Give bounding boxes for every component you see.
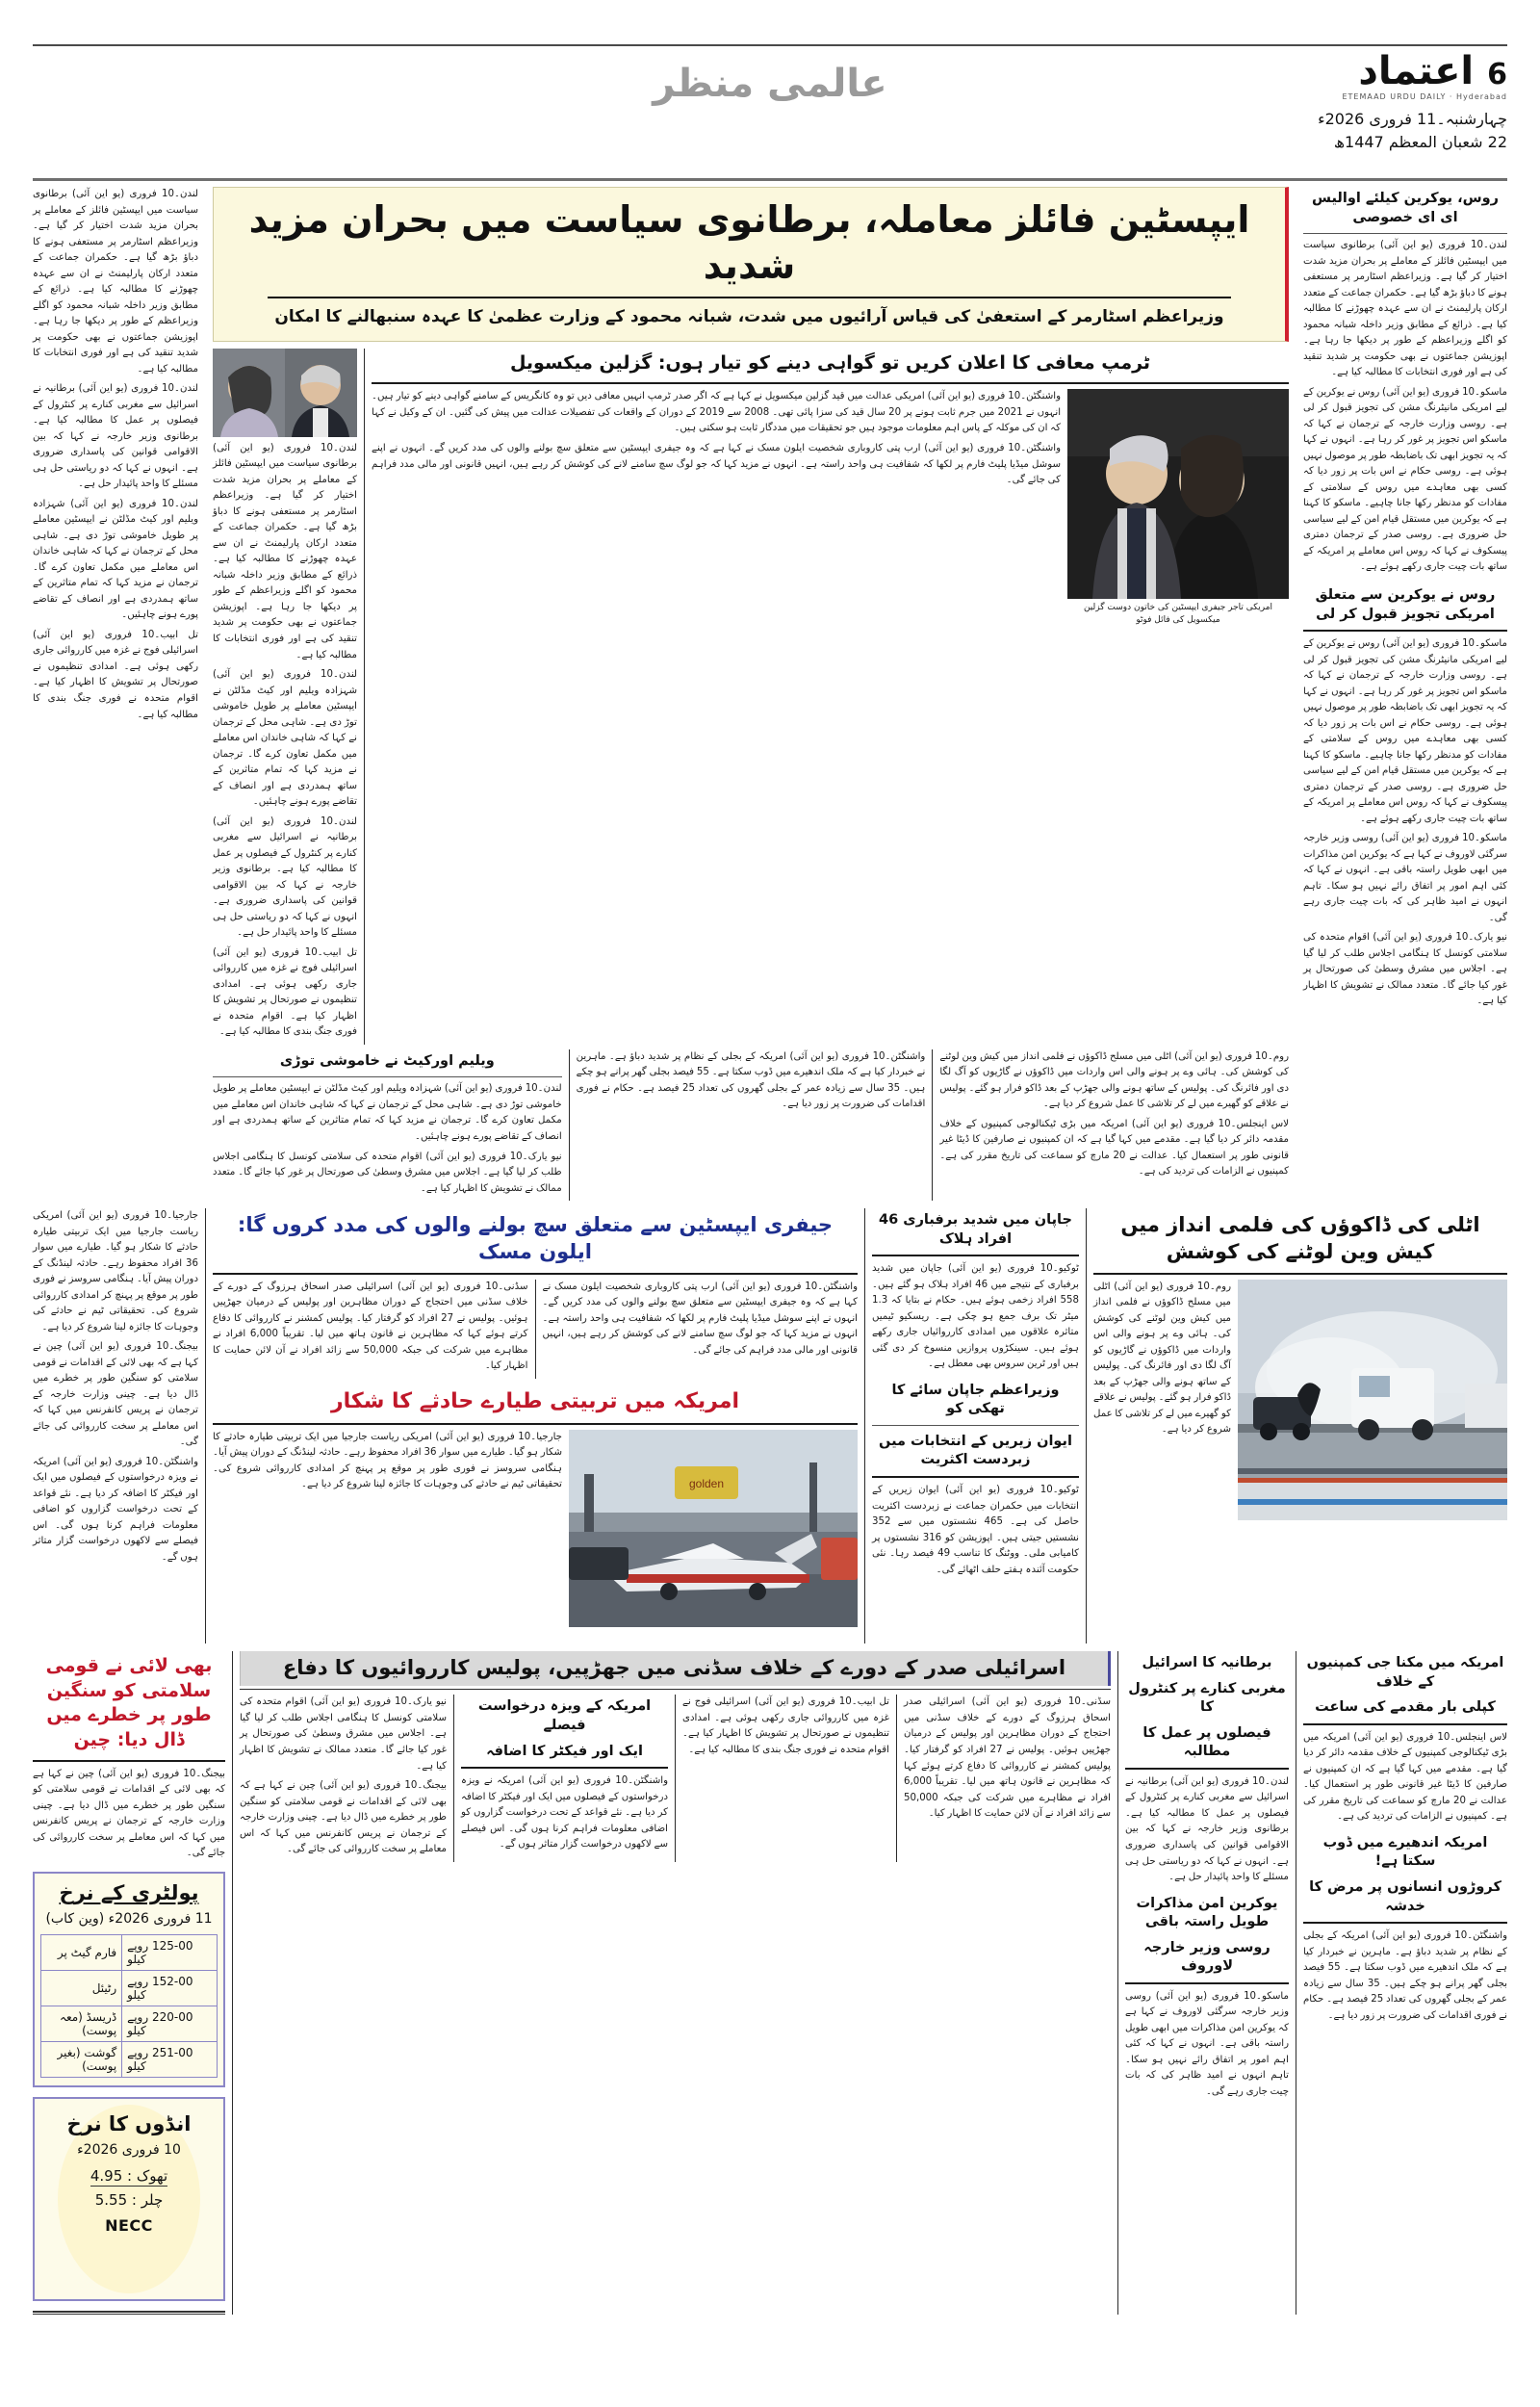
column-divider: [932, 1049, 933, 1201]
poultry-value: 152-00 روپے کیلو: [122, 1970, 218, 2006]
brand-logo: اعتماد: [1358, 49, 1475, 93]
headline-decisions[interactable]: فیصلوں پر عمل کا مطالبہ: [1142, 1724, 1271, 1760]
headline-us-plane-crash[interactable]: امریکہ میں تربیتی طیارے حادثے کا شکار: [330, 1388, 740, 1413]
headline-trump-maxwell[interactable]: ٹرمپ معافی کا اعلان کریں تو گواہی دینے کو تیار ہوں: گزلین میکسویل: [509, 351, 1151, 374]
table-row: [41, 1934, 218, 1970]
headline-ukraine-talks[interactable]: یوکرین امن مذاکرات طویل راستہ باقی: [1136, 1895, 1278, 1930]
headline-italy-robbery[interactable]: اٹلی کی ڈاکوؤں کی فلمی انداز میں کیش وین لوٹنے کی کوشش: [1120, 1213, 1480, 1264]
italy-photo-block: [1238, 1280, 1507, 1538]
paragraph: لندن۔10 فروری (یو این آئی) برطانوی سیاست میں ایپسٹین فائلز کے معاملے پر بحران مزید شدت اختیار کر گیا ہے۔ وزیراعظم اسٹارمر پر مستعفی ہونے کا دباؤ بڑھ گیا ہے۔ حکمران جماعت کے متعدد ارکان پارلیمنٹ نے ان سے عہدہ چھوڑنے کا مطالبہ کیا ہے۔ ذرائع کے مطابق وزیر داخلہ شبانہ محمود کو اگلے وزیراعظم کے طور پر دیکھا جا رہا ہے۔ اپوزیشن جماعتوں نے بھی حکومت پر شدید تنقید کی ہے اور فوری انتخابات کا مطالبہ کیا ہے۔: [1303, 240, 1507, 378]
paragraph: واشنگٹن۔10 فروری (یو این آئی) امریکی عدالت میں قید گزلین میکسویل نے کہا ہے کہ اگر صدر ٹرمپ انہیں معافی دیں تو وہ کانگریس کے سامنے گواہی دینے کو تیار ہیں۔ انہوں نے 2021 میں جرم ثابت ہونے پر 20 سال قید کی سزا پائی تھی۔ 2008 سے 2019 کے دوران کے واقعات کی تفصیلات عدالت میں پیش کی گئیں۔ ان کے وکیل نے کہا کہ ان کی موکلہ کے پاس اہم معلومات موجود ہیں جو تحقیقات میں مددگار ثابت ہو سکتی ہیں۔: [372, 391, 1062, 434]
paragraph: لندن۔10 فروری (یو این آئی) شہزادہ ویلیم اور کیٹ مڈلٹن نے ایپسٹین معاملے پر طویل خاموشی توڑ دی ہے۔ شاہی محل کے ترجمان نے کہا کہ شاہی خاندان اس معاملے میں مکمل تعاون کرے گا۔ ترجمان نے مزید کہا کہ تمام متاثرین کے ساتھ ہمدردی ہے اور انصاف کے تقاضے پورے ہونے چاہئیں۔: [33, 498, 198, 621]
paragraph: لندن۔10 فروری (یو این آئی) برطانیہ نے اسرائیل سے مغربی کنارے پر کنٹرول کے فیصلوں پر عمل کا مطالبہ کیا ہے۔ برطانوی وزیر خارجہ نے کہا کہ بین الاقوامی قوانین کی پاسداری ضروری ہے۔ انہوں نے کہا کہ دو ریاستی حل ہی مسئلے کا واحد پائیدار حل ہے۔: [33, 383, 198, 490]
divider: [1303, 1723, 1507, 1725]
column-divider: [1117, 1651, 1118, 2315]
us-visa-block: [461, 1695, 668, 1861]
paragraph: تل ابیب۔10 فروری (یو این آئی) اسرائیلی فوج نے غزہ میں کارروائی جاری رکھی ہوئی ہے۔ امدادی تنظیموں نے صورتحال پر تشویش کا اظہار کیا ہے۔ اقوام متحدہ نے فوری جنگ بندی کا مطالبہ کیا ہے۔: [33, 629, 198, 720]
article-body-col-a: [939, 1049, 1289, 1201]
egg-rates-date: 10 فروری 2026ء: [77, 2141, 181, 2158]
egg-wholesale-row: [40, 2162, 218, 2187]
divider: [33, 1760, 225, 1762]
column-last: [33, 187, 198, 727]
divider: [872, 1425, 1079, 1426]
masthead: [33, 37, 1507, 181]
william-kate-story: [213, 1049, 562, 1201]
column-left-mid: [33, 1208, 198, 1643]
article-body-us-airlines: [1303, 1730, 1507, 1825]
paragraph: لندن۔10 فروری (یو این آئی) برطانوی سیاست میں ایپسٹین فائلز کے معاملے پر بحران مزید شدت اختیار کر گیا ہے۔ وزیراعظم اسٹارمر پر مستعفی ہونے کا دباؤ بڑھ گیا ہے۔ حکمران جماعت کے متعدد ارکان پارلیمنٹ نے ان سے عہدہ چھوڑنے کا مطالبہ کیا ہے۔ ذرائع کے مطابق وزیر داخلہ شبانہ محمود کو اگلے وزیراعظم کے طور پر دیکھا جا رہا ہے۔ اپوزیشن جماعتوں نے بھی حکومت پر شدید تنقید کی ہے اور فوری انتخابات کا مطالبہ کیا ہے۔: [213, 442, 357, 660]
column-divider: [232, 1651, 233, 2315]
paragraph: سڈنی۔10 فروری (یو این آئی) اسرائیلی صدر اسحاق ہرزوگ کے دورے کے خلاف سڈنی میں احتجاج کے دوران مظاہرین اور پولیس کے درمیان جھڑپیں ہوئیں۔ پولیس نے 27 افراد کو گرفتار کیا۔ پولیس کمشنر نے کارروائی کا دفاع کرتے ہوئے کہا کہ مظاہرین نے قانون ہاتھ میں لیا۔ تقریباً 6,000 افراد نے مظاہرے میں شرکت کی جبکہ 50,000 سے زائد افراد نے آن لائن حمایت کا اظہار کیا۔: [904, 1696, 1111, 1820]
column-divider: [569, 1049, 570, 1201]
article-body-lower-house: [872, 1483, 1079, 1578]
page-bottom-rule: [33, 2311, 225, 2315]
us-airlines-block: [1303, 1651, 1507, 2315]
egg-rates-title: انڈوں کا نرخ: [66, 2111, 192, 2135]
article-body-protest-b: [682, 1695, 889, 1861]
brand-block: [1219, 49, 1507, 154]
egg-retail-label: چلر :: [131, 2190, 164, 2209]
poultry-label: فارم گیٹ پر: [41, 1934, 122, 1970]
divider: [240, 1689, 1111, 1690]
issue-date: [1219, 108, 1507, 154]
paragraph: روم۔10 فروری (یو این آئی) اٹلی میں مسلح ڈاکوؤں نے فلمی انداز میں کیش وین لوٹنے کی کوشش کی۔ ہائی وے پر ہونے والی اس واردات میں ڈاکوؤں نے گاڑیوں کو آگ لگا دی اور فائرنگ کی۔ پولیس کے ساتھ ہونے والی جھڑپ کے بعد ڈاکو فرار ہو گئے۔ پولیس نے علاقے کو گھیرے میں لے کر تلاشی کا عمل شروع کر دیا ہے۔: [1093, 1281, 1231, 1436]
lead-divider: [268, 297, 1231, 298]
column-divider: [864, 1208, 865, 1643]
paragraph: واشنگٹن۔10 فروری (یو این آئی) امریکہ نے ویزہ درخواستوں کے فیصلوں میں ایک اور فیکٹر کا اضافہ کر دیا ہے۔ نئے قواعد کے تحت درخواست گزاروں کو اضافی معلومات فراہم کرنا ہوں گی۔ اس فیصلے سے لاکھوں درخواست گزار متاثر ہوں گے۔: [33, 1456, 198, 1563]
paragraph: ٹوکیو۔10 فروری (یو این آئی) جاپان میں شدید برفباری کے نتیجے میں 46 افراد ہلاک ہو گئے ہیں۔ 558 افراد زخمی ہوئے ہیں۔ حکام نے بتایا کہ 1.3 میٹر تک برف جمع ہو چکی ہے۔ ریسکیو ٹیمیں متاثرہ علاقوں میں امدادی کارروائیاں جاری رکھے ہوئے ہیں۔ سینکڑوں پروازیں منسوخ کر دی گئی ہیں اور ٹرین سروس بھی معطل ہے۔: [872, 1263, 1079, 1370]
paragraph: نیو یارک۔10 فروری (یو این آئی) اقوام متحدہ کی سلامتی کونسل کا ہنگامی اجلاس طلب کر لیا گیا ہے۔ اجلاس میں مشرق وسطیٰ کی صورتحال پر غور کیا جائے گا۔ متعدد ممالک نے تشویش کا اظہار کیا ہے۔: [212, 1151, 562, 1194]
table-row: [41, 2006, 218, 2041]
paragraph: روم۔10 فروری (یو این آئی) اٹلی میں مسلح ڈاکوؤں نے فلمی انداز میں کیش وین لوٹنے کی کوشش کی۔ ہائی وے پر ہونے والی اس واردات میں ڈاکوؤں نے گاڑیوں کو آگ لگا دی اور فائرنگ کی۔ پولیس کے ساتھ ہونے والی جھڑپ کے بعد ڈاکو فرار ہو گئے۔ پولیس نے علاقے کو گھیرے میں لے کر تلاشی کا عمل شروع کر دیا ہے۔: [939, 1050, 1289, 1110]
brand-subtitle: ETEMAAD URDU DAILY · Hyderabad: [1342, 92, 1507, 101]
article-body-china: [33, 1767, 225, 1862]
poultry-rates-table: [40, 1934, 218, 2078]
paragraph: واشنگٹن۔10 فروری (یو این آئی) امریکہ نے ویزہ درخواستوں کے فیصلوں میں ایک اور فیکٹر کا اضافہ کر دیا ہے۔ نئے قواعد کے تحت درخواست گزاروں کو اضافی معلومات فراہم کرنا ہوں گی۔ اس فیصلے سے لاکھوں درخواست گزار متاثر ہوں گے۔: [461, 1775, 668, 1851]
article-body-russia-exclusive: [1303, 238, 1507, 576]
paragraph: لندن۔10 فروری (یو این آئی) برطانیہ نے اسرائیل سے مغربی کنارے پر کنٹرول کے فیصلوں پر عمل کا مطالبہ کیا ہے۔ برطانوی وزیر خارجہ نے کہا کہ بین الاقوامی قوانین کی پاسداری ضروری ہے۔ انہوں نے کہا کہ دو ریاستی حل ہی مسئلے کا واحد پائیدار حل ہے۔: [1125, 1775, 1289, 1883]
masthead-top-rule: [33, 44, 1507, 46]
paragraph: واشنگٹن۔10 فروری (یو این آئی) ارب پتی کاروباری شخصیت ایلون مسک نے کہا ہے کہ وہ جیفری ایپسٹین سے متعلق سچ بولنے والوں کی مدد کریں گے۔ انہوں نے اپنے سوشل میڈیا پلیٹ فارم پر لکھا کہ شفافیت ہی واحد راستہ ہے۔ انہوں نے مزید کہا کہ جو لوگ سچ سامنے لانے کی کوشش کر رہے ہیں، انہیں قانونی اور مالی مدد فراہم کی جائے گی۔: [542, 1281, 858, 1356]
article-body-musk-b: [213, 1280, 528, 1379]
headline-israel-protest[interactable]: اسرائیلی صدر کے دورے کے خلاف سڈنی میں جھڑپیں، پولیس کارروائیوں کا دفاع: [282, 1656, 1066, 1680]
paragraph: جارجیا۔10 فروری (یو این آئی) امریکی ریاست جارجیا میں ایک تربیتی طیارہ حادثے کا شکار ہو گیا۔ طیارے میں سوار 36 افراد محفوظ رہے۔ حادثہ لینڈنگ کے دوران پیش آیا۔ ہنگامی سروسز نے فوری طور پر موقع پر پہنچ کر امدادی کارروائی شروع کی۔ تحقیقاتی ٹیم نے حادثے کی وجوہات کا جائزہ لینا شروع کر دیا ہے۔: [33, 1210, 198, 1333]
egg-retail-row: [40, 2191, 218, 2209]
paragraph: لندن۔10 فروری (یو این آئی) برطانوی سیاست میں ایپسٹین فائلز کے معاملے پر بحران مزید شدت اختیار کر گیا ہے۔ وزیراعظم اسٹارمر پر مستعفی ہونے کا دباؤ بڑھ گیا ہے۔ حکمران جماعت کے متعدد ارکان پارلیمنٹ نے ان سے عہدہ چھوڑنے کا مطالبہ کیا ہے۔ ذرائع کے مطابق وزیر داخلہ شبانہ محمود کو اگلے وزیراعظم کے طور پر دیکھا جا رہا ہے۔ اپوزیشن جماعتوں نے بھی حکومت پر شدید تنقید کی ہے اور فوری انتخابات کا مطالبہ کیا ہے۔: [33, 189, 198, 375]
headline-russia-proposal[interactable]: روس نے یوکرین سے متعلق امریکی تجویز قبول کر لی: [1315, 586, 1496, 622]
page-section-title: عالمی منظر: [653, 62, 887, 106]
headline-one-more[interactable]: ایک اور فیکٹر کا اضافہ: [486, 1743, 643, 1759]
maxwell-story: [372, 349, 1289, 1045]
article-body-protest-a: [904, 1695, 1111, 1861]
plane-photo-block: [569, 1430, 858, 1644]
headline-japan-fire[interactable]: جاپان میں شدید برفباری 46 افراد ہلاک: [879, 1212, 1072, 1247]
japan-block: [872, 1208, 1079, 1643]
paragraph: بیجنگ۔10 فروری (یو این آئی) چین نے کہا ہے کہ بھی لائی کے اقدامات نے قومی سلامتی کو سنگین طور پر خطرے میں ڈال دیا ہے۔ چینی وزارت خارجہ کے ترجمان نے پریس کانفرنس میں کہا کہ اس معاملے پر سخت کارروائی کی جائے گی۔: [33, 1768, 225, 1859]
photo-caption-plane: [569, 1627, 858, 1644]
paragraph: ماسکو۔10 فروری (یو این آئی) روس نے یوکرین کے لیے امریکی مانیٹرنگ مشن کی تجویز قبول کر لی ہے۔ روسی وزارت خارجہ کے ترجمان نے کہا کہ ماسکو اس تجویز پر غور کر رہا ہے۔ انہوں نے کہا کہ یہ تجویز ابھی تک باضابطہ طور پر موصول نہیں ہوئی ہے۔ روسی حکام نے اس بات پر زور دیا کہ کسی بھی معاہدے میں روس کے سلامتی کے مفادات کو مدنظر رکھا جانا چاہیے۔ ماسکو کا کہنا ہے کہ یوکرین میں مستقل قیام امن کے لیے سیاسی حل ضروری ہے۔ روسی صدر کے ترجمان دمتری پیسکوف نے کہا کہ روس اس معاملے پر امریکہ کے ساتھ بات چیت جاری رکھے ہوئے ہے۔: [1303, 386, 1507, 573]
column-divider: [1086, 1208, 1087, 1643]
divider: [372, 382, 1289, 384]
egg-wholesale-label: تھوک :: [127, 2166, 168, 2185]
paragraph: واشنگٹن۔10 فروری (یو این آئی) امریکہ کے بجلی کے نظام پر شدید دباؤ ہے۔ ماہرین نے خبردار کیا ہے کہ ملک اندھیرے میں ڈوب سکتا ہے۔ 55 فیصد بجلی گھر پرانے ہو چکے ہیں۔ 35 سال سے زیادہ عمر کے بجلی گھروں کی تعداد 25 فیصد ہے۔ حکام نے فوری اقدامات کی ضرورت پر زور دیا ہے۔: [576, 1050, 926, 1110]
lead-subheadline: وزیراعظم اسٹارمر کے استعفیٰ کی قیاس آرائیوں میں شدت، شبانہ محمود کے وزارت عظمیٰ کا عہدہ سنبھالنے کا امکان: [274, 307, 1224, 326]
article-body-protest-c: [240, 1695, 447, 1861]
divider: [1093, 1273, 1507, 1275]
photo-plane-crash: [569, 1430, 858, 1627]
page-number: 6: [1487, 58, 1507, 91]
sub-row: [213, 1049, 1289, 1201]
divider: [1303, 1922, 1507, 1924]
paragraph: ماسکو۔10 فروری (یو این آئی) روس نے یوکرین کے لیے امریکی مانیٹرنگ مشن کی تجویز قبول کر لی ہے۔ روسی وزارت خارجہ کے ترجمان نے کہا کہ ماسکو اس تجویز پر غور کر رہا ہے۔ انہوں نے کہا کہ یہ تجویز ابھی تک باضابطہ طور پر موصول نہیں ہوئی ہے۔ روسی حکام نے اس بات پر زور دیا کہ کسی بھی معاہدے میں روس کے سلامتی کے مفادات کو مدنظر رکھا جانا چاہیے۔ ماسکو کا کہنا ہے کہ یوکرین میں مستقل قیام امن کے لیے سیاسی حل ضروری ہے۔ روسی صدر کے ترجمان دمتری پیسکوف نے کہا کہ روس اس معاملے پر امریکہ کے ساتھ بات چیت جاری رکھے ہوئے ہے۔: [1303, 638, 1507, 824]
photo-shabana-starmer: [213, 349, 357, 437]
divider: [213, 1076, 562, 1077]
table-row: [41, 1970, 218, 2006]
divider: [213, 1273, 858, 1275]
article-body-japan: [872, 1261, 1079, 1373]
center-block: [213, 187, 1289, 1201]
article-body-musk-a: [543, 1280, 859, 1379]
headline-west-bank[interactable]: مغربی کنارے پر کنٹرول کا: [1128, 1680, 1286, 1716]
headline-japan-pm[interactable]: وزیراعظم جاپان سائے کا تھکی کو: [891, 1382, 1060, 1417]
paragraph: ماسکو۔10 فروری (یو این آئی) روسی وزیر خارجہ سرگئی لاوروف نے کہا ہے کہ یوکرین امن مذاکرات میں ابھی طویل راستہ باقی ہے۔ انہوں نے کہا کہ کئی اہم امور پر اتفاق رائے نہیں ہو سکا۔ تاہم انہوں نے امید ظاہر کی کہ بات چیت جاری رہے گی۔: [1125, 1990, 1289, 2097]
column-divider: [675, 1695, 676, 1861]
photo-caption-italy: [1238, 1520, 1507, 1538]
headline-china-security[interactable]: بھی لائی نے قومی سلامتی کو سنگین طور پر خطرے میں ڈال دیا: چین: [45, 1655, 213, 1751]
paragraph: تل ابیب۔10 فروری (یو این آئی) اسرائیلی فوج نے غزہ میں کارروائی جاری رکھی ہوئی ہے۔ امدادی تنظیموں نے صورتحال پر تشویش کا اظہار کیا ہے۔ اقوام متحدہ نے فوری جنگ بندی کا مطالبہ کیا ہے۔: [682, 1696, 889, 1755]
paragraph: بیجنگ۔10 فروری (یو این آئی) چین نے کہا ہے کہ بھی لائی کے اقدامات نے قومی سلامتی کو سنگین طور پر خطرے میں ڈال دیا ہے۔ چینی وزارت خارجہ کے ترجمان نے پریس کانفرنس میں کہا کہ اس معاملے پر سخت کارروائی کی جائے گی۔: [33, 1341, 198, 1448]
paragraph: لندن۔10 فروری (یو این آئی) شہزادہ ویلیم اور کیٹ مڈلٹن نے ایپسٹین معاملے پر طویل خاموشی توڑ دی ہے۔ شاہی محل کے ترجمان نے کہا کہ شاہی خاندان اس معاملے میں مکمل تعاون کرے گا۔ ترجمان نے مزید کہا کہ تمام متاثرین کے ساتھ ہمدردی ہے اور انصاف کے تقاضے پورے ہونے چاہئیں۔: [213, 669, 357, 808]
poultry-label: ڈریسڈ (معہ پوست): [41, 2006, 122, 2041]
israel-protest-block: [240, 1651, 1111, 2315]
photo-highway-robbery: [1238, 1280, 1507, 1520]
article-body-trump-maxwell: [372, 389, 1061, 628]
article-body-plane: [213, 1430, 562, 1644]
divider: [461, 1767, 668, 1769]
poultry-rates-box: [33, 1872, 225, 2087]
poultry-rates-title: پولٹری کے نرخ: [59, 1880, 199, 1904]
photo-maxwell-epstein: [1067, 389, 1289, 599]
poultry-rates-date: 11 فروری 2026ء (وین کاب): [45, 1910, 213, 1927]
column-divider: [364, 349, 365, 1045]
article-body-ukraine-talks: [1125, 1989, 1289, 2101]
egg-rates-source: NECC: [105, 2215, 153, 2235]
headline-russia-fm[interactable]: روسی وزیر خارجہ لاوروف: [1143, 1939, 1270, 1975]
poultry-value: 125-00 روپے کیلو: [122, 1934, 218, 1970]
poultry-value: 251-00 روپے کیلو: [122, 2041, 218, 2077]
paragraph: تل ابیب۔10 فروری (یو این آئی) اسرائیلی فوج نے غزہ میں کارروائی جاری رکھی ہوئی ہے۔ امدادی تنظیموں نے صورتحال پر تشویش کا اظہار کیا ہے۔ اقوام متحدہ نے فوری جنگ بندی کا مطالبہ کیا ہے۔: [213, 946, 357, 1038]
paragraph: لندن۔10 فروری (یو این آئی) برطانیہ نے اسرائیل سے مغربی کنارے پر کنٹرول کے فیصلوں پر عمل کا مطالبہ کیا ہے۔ برطانوی وزیر خارجہ نے کہا کہ بین الاقوامی قوانین کی پاسداری ضروری ہے۔ انہوں نے کہا کہ دو ریاستی حل ہی مسئلے کا واحد پائیدار حل ہے۔: [213, 815, 357, 939]
paragraph: واشنگٹن۔10 فروری (یو این آئی) ارب پتی کاروباری شخصیت ایلون مسک نے کہا ہے کہ وہ جیفری ایپسٹین سے متعلق سچ بولنے والوں کی مدد کریں گے۔ انہوں نے اپنے سوشل میڈیا پلیٹ فارم پر لکھا کہ شفافیت ہی واحد راستہ ہے۔ انہوں نے مزید کہا کہ جو لوگ سچ سامنے لانے کی کوشش کر رہے ہیں، انہیں قانونی اور مالی مدد فراہم کی جائے گی۔: [372, 442, 1061, 486]
column-divider: [896, 1695, 897, 1861]
paragraph: نیو یارک۔10 فروری (یو این آئی) اقوام متحدہ کی سلامتی کونسل کا ہنگامی اجلاس طلب کر لیا گیا ہے۔ اجلاس میں مشرق وسطیٰ کی صورتحال پر غور کیا جائے گا۔ متعدد ممالک نے تشویش کا اظہار کیا ہے۔: [240, 1696, 448, 1772]
paragraph: بیجنگ۔10 فروری (یو این آئی) چین نے کہا ہے کہ بھی لائی کے اقدامات نے قومی سلامتی کو سنگین طور پر خطرے میں ڈال دیا ہے۔ چینی وزارت خارجہ کے ترجمان نے پریس کانفرنس میں کہا کہ اس معاملے پر سخت کارروائی کی جائے گی۔: [240, 1780, 447, 1855]
article-body-left-mid: [33, 1208, 198, 1566]
paragraph: ماسکو۔10 فروری (یو این آئی) روسی وزیر خارجہ سرگئی لاوروف نے کہا ہے کہ یوکرین امن مذاکرات میں ابھی طویل راستہ باقی ہے۔ انہوں نے کہا کہ کئی اہم امور پر اتفاق رائے نہیں ہو سکا۔ تاہم انہوں نے امید ظاہر کی کہ بات چیت جاری رہے گی۔: [1303, 833, 1507, 923]
paragraph: واشنگٹن۔10 فروری (یو این آئی) امریکہ کے بجلی کے نظام پر شدید دباؤ ہے۔ ماہرین نے خبردار کیا ہے کہ ملک اندھیرے میں ڈوب سکتا ہے۔ 55 فیصد بجلی گھر پرانے ہو چکے ہیں۔ 35 سال سے زیادہ عمر کے بجلی گھروں کی تعداد 25 فیصد ہے۔ حکام نے فوری اقدامات کی ضرورت پر زور دیا ہے۔: [1303, 1930, 1507, 2021]
page-body: [33, 187, 1507, 1201]
headline-uk-israel[interactable]: برطانیہ کا اسرائیل: [1142, 1655, 1272, 1671]
headline-russia-exclusive[interactable]: روس، یوکرین کیلئے اوالیس ای ای خصوصی: [1311, 191, 1499, 225]
headline-us-visa[interactable]: امریکہ کے ویزہ درخواست فیصلے: [477, 1698, 652, 1734]
middle-band: [33, 1208, 1507, 1643]
maxwell-photo-block: [1067, 389, 1289, 628]
article-body-italy: [1093, 1280, 1231, 1538]
poultry-value: 220-00 روپے کیلو: [122, 2006, 218, 2041]
paragraph: لاس اینجلس۔10 فروری (یو این آئی) امریکہ میں بڑی ٹیکنالوجی کمپنیوں کے خلاف مقدمہ دائر کر دیا گیا ہے۔ مقدمے میں کہا گیا ہے کہ ان کمپنیوں نے صارفین کا ڈیٹا غیر قانونی طور پر استعمال کیا۔ عدالت نے 20 مارچ کو سماعت کی تاریخ مقرر کی ہے۔ کمپنیوں نے الزامات کی تردید کی ہے۔: [1303, 1731, 1508, 1823]
egg-retail-value: 5.55: [94, 2190, 128, 2209]
italy-robbery-block: [1093, 1208, 1507, 1643]
poultry-label: رٹیئل: [41, 1970, 122, 2006]
musk-plane-block: [213, 1208, 858, 1643]
uk-israel-block: [1125, 1651, 1289, 2315]
issue-date-hijri: 22 شعبان المعظم 1447ھ: [1333, 133, 1507, 151]
headline-william-kate[interactable]: ویلیم اورکیٹ نے خاموشی توڑی: [279, 1052, 495, 1069]
lead-story-banner: [213, 187, 1289, 342]
column-divider: [205, 1208, 206, 1643]
lead-row: [213, 349, 1289, 1045]
paragraph: نیو یارک۔10 فروری (یو این آئی) اقوام متحدہ کی سلامتی کونسل کا ہنگامی اجلاس طلب کر لیا گیا ہے۔ اجلاس میں مشرق وسطیٰ کی صورتحال پر غور کیا جائے گا۔ متعدد ممالک نے تشویش کا اظہار کیا ہے۔: [1303, 932, 1508, 1007]
svg-text:golden: golden: [688, 1476, 725, 1490]
article-body-uk-politics: [213, 441, 357, 1041]
paragraph: جارجیا۔10 فروری (یو این آئی) امریکی ریاست جارجیا میں ایک تربیتی طیارہ حادثے کا شکار ہو گیا۔ طیارے میں سوار 36 افراد محفوظ رہے۔ حادثہ لینڈنگ کے دوران پیش آیا۔ ہنگامی سروسز نے فوری طور پر موقع پر پہنچ کر امدادی کارروائی شروع کی۔ تحقیقاتی ٹیم نے حادثے کی وجوہات کا جائزہ لینا شروع کر دیا ہے۔: [213, 1431, 562, 1490]
article-body-london: [33, 187, 198, 723]
paragraph: لاس اینجلس۔10 فروری (یو این آئی) امریکہ میں بڑی ٹیکنالوجی کمپنیوں کے خلاف مقدمہ دائر کر دیا گیا ہے۔ مقدمے میں کہا گیا ہے کہ ان کمپنیوں نے صارفین کا ڈیٹا غیر قانونی طور پر استعمال کیا۔ عدالت نے 20 مارچ کو سماعت کی تاریخ مقرر کی ہے۔ کمپنیوں نے الزامات کی تردید کی ہے۔: [939, 1118, 1289, 1178]
egg-wholesale-value: 4.95: [90, 2166, 123, 2185]
table-row: [41, 2041, 218, 2077]
column-1: [1303, 187, 1507, 1014]
divider: [872, 1255, 1079, 1256]
issue-date-gregorian: چہارشنبہ۔11 فروری 2026ء: [1318, 110, 1507, 128]
headline-us-dark[interactable]: امریکہ اندھیرے میں ڈوب سکتا ہے!: [1322, 1834, 1488, 1870]
divider: [1303, 233, 1507, 234]
lower-band: [33, 1651, 1507, 2315]
paragraph: ٹوکیو۔10 فروری (یو این آئی) ایوان زیریں کے انتخابات میں حکمران جماعت نے زبردست اکثریت حاصل کی ہے۔ 465 نشستوں میں سے 352 نشستیں جیتی ہیں۔ اپوزیشن کو 316 نشستوں پر کامیابی ملی۔ ووٹنگ کا تناسب 49 فیصد رہا۔ نئی حکومت آئندہ ہفتے حلف اٹھائے گی۔: [872, 1485, 1080, 1575]
article-body-russia-proposal: [1303, 636, 1507, 1010]
egg-rates-box: [33, 2097, 225, 2301]
article-body-uk-israel: [1125, 1774, 1289, 1886]
column-divider: [535, 1280, 536, 1379]
article-body-us-dark: [1303, 1928, 1507, 2024]
headline-us-airlines[interactable]: امریکہ میں مکنا جی کمپنیوں کے خلاف: [1306, 1655, 1504, 1690]
divider: [213, 1423, 858, 1425]
column-divider: [453, 1695, 454, 1861]
paragraph: لندن۔10 فروری (یو این آئی) شہزادہ ویلیم اور کیٹ مڈلٹن نے ایپسٹین معاملے پر طویل خاموشی توڑ دی ہے۔ شاہی محل کے ترجمان نے کہا کہ شاہی خاندان اس معاملے میں مکمل تعاون کرے گا۔ ترجمان نے مزید کہا کہ تمام متاثرین کے ساتھ ہمدردی ہے اور انصاف کے تقاضے پورے ہونے چاہئیں۔: [212, 1083, 562, 1142]
photo-caption-maxwell: امریکی تاجر جیفری ایپسٹین کی خاتون دوست گزلین میکسویل کی فائل فوٹو: [1083, 603, 1273, 626]
divider: [872, 1476, 1079, 1478]
divider: [1125, 1982, 1289, 1984]
headline-court-hearing[interactable]: کپلی بار مقدمے کی ساعت: [1315, 1699, 1496, 1716]
divider: [1303, 630, 1507, 632]
rates-column: [33, 1651, 225, 2315]
lead-headline[interactable]: ایپسٹین فائلز معاملہ، برطانوی سیاست میں بحران مزید شدید: [248, 198, 1250, 287]
headline-epstein-musk[interactable]: جیفری ایپسٹین سے متعلق سچ بولنے والوں کی مدد کروں گا: ایلون مسک: [237, 1213, 834, 1264]
paragraph: سڈنی۔10 فروری (یو این آئی) اسرائیلی صدر اسحاق ہرزوگ کے دورے کے خلاف سڈنی میں احتجاج کے دوران مظاہرین اور پولیس کے درمیان جھڑپیں ہوئیں۔ پولیس نے 27 افراد کو گرفتار کیا۔ پولیس کمشنر نے کارروائی کا دفاع کرتے ہوئے کہا کہ مظاہرین نے قانون ہاتھ میں لیا۔ تقریباً 6,000 افراد نے مظاہرے میں شرکت کی جبکہ 50,000 سے زائد افراد نے آن لائن حمایت کا اظہار کیا۔: [213, 1281, 528, 1372]
uk-politics-block: [213, 349, 357, 1045]
poultry-label: گوشت (بغیر پوست): [41, 2041, 122, 2077]
article-body-col-b: [577, 1049, 926, 1201]
divider: [1125, 1768, 1289, 1770]
headline-crores[interactable]: کروڑوں انسانوں پر مرض کا خدشہ: [1309, 1879, 1502, 1914]
headline-lower-house[interactable]: ایوان زیریں کے انتخابات میں زبردست اکثریت: [879, 1433, 1072, 1468]
